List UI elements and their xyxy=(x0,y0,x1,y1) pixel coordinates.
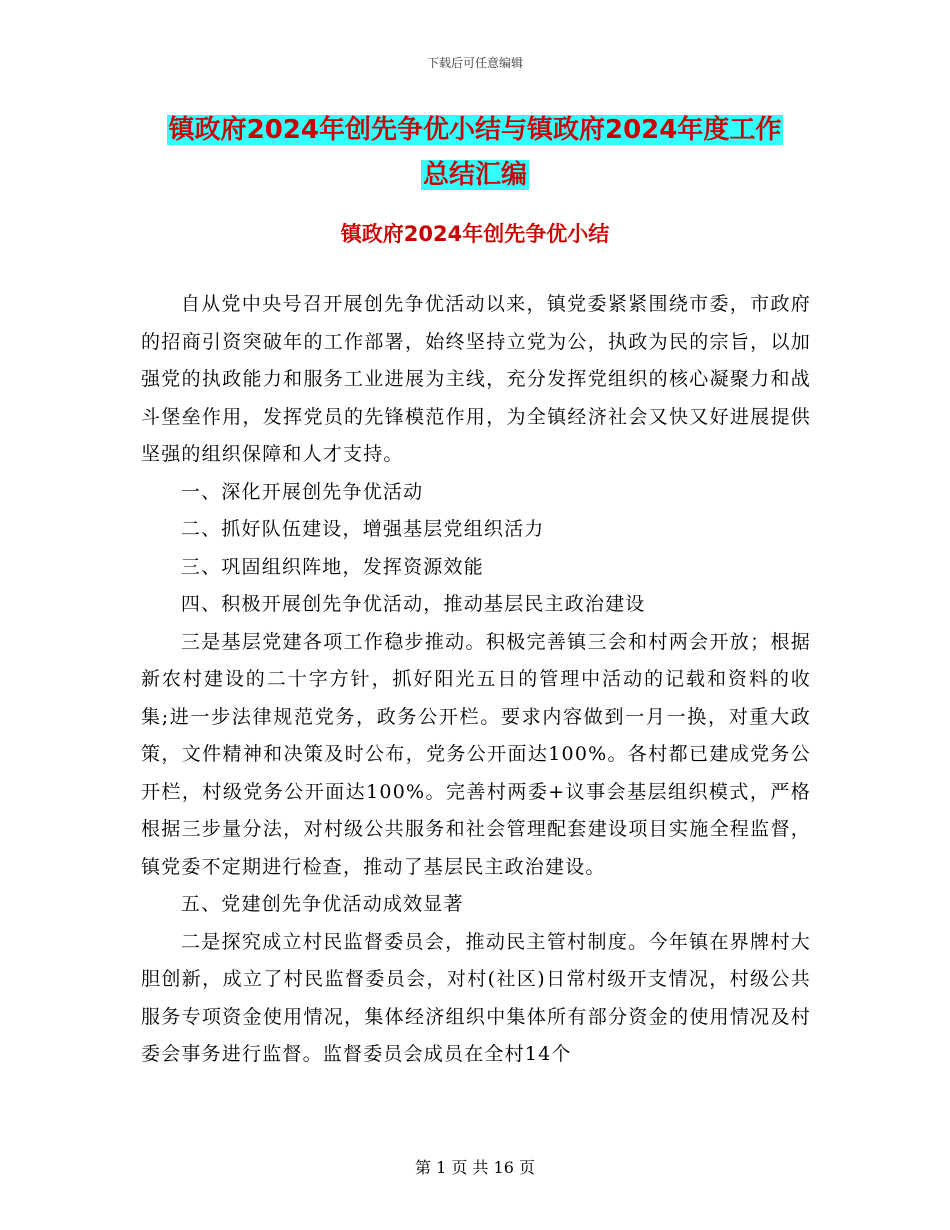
document-title-line1: 镇政府2024年创先争优小结与镇政府2024年度工作 xyxy=(168,115,782,145)
paragraph: 二是探究成立村民监督委员会，推动民主管村制度。今年镇在界牌村大胆创新，成立了村民监督委员会，对村(社区)日常村级开支情况，村级公共服务专项资金使用情况，集体经济组织中集体所有部分资金的使用情况及村委会事务进行监督。监督委员会成员在全村14个 xyxy=(141,930,811,1065)
section-heading: 二、抓好队伍建设，增强基层党组织活力 xyxy=(180,518,545,540)
document-title-line2: 总结汇编 xyxy=(422,160,527,190)
section-heading: 四、积极开展创先争优活动，推动基层民主政治建设 xyxy=(180,593,646,615)
header-note: 下载后可任意编辑 xyxy=(426,56,523,70)
page-footer: 第 1 页 共 16 页 xyxy=(415,1158,535,1177)
section-heading: 一、深化开展创先争优活动 xyxy=(180,480,424,503)
section-heading: 五、党建创先争优活动成效显著 xyxy=(180,893,464,915)
section-heading: 三、巩固组织阵地，发挥资源效能 xyxy=(180,555,484,578)
paragraph: 自从党中央号召开展创先争优活动以来，镇党委紧紧围绕市委，市政府的招商引资突破年的工作部署，始终坚持立党为公，执政为民的宗旨，以加强党的执政能力和服务工业进展为主线，充分发挥党组织的核心凝聚力和战斗堡垒作用，发挥党员的先锋模范作用，为全镇经济社会又快又好进展提供坚强的组织保障和人才支持。 xyxy=(141,293,811,465)
section-title: 镇政府2024年创先争优小结 xyxy=(340,222,610,246)
document-title xyxy=(140,108,810,198)
document-body xyxy=(141,286,811,1074)
paragraph: 三是基层党建各项工作稳步推动。积极完善镇三会和村两会开放；根据新农村建设的二十字方针，抓好阳光五日的管理中活动的记载和资料的收集;进一步法律规范党务，政务公开栏。要求内容做到一月一换，对重大政策，文件精神和决策及时公布，党务公开面达100%。各村都已建成党务公开栏，村级党务公开面达100%。完善村两委+议事会基层组织模式，严格根据三步量分法，对村级公共服务和社会管理配套建设项目实施全程监督，镇党委不定期进行检查，推动了基层民主政治建设。 xyxy=(141,630,811,878)
